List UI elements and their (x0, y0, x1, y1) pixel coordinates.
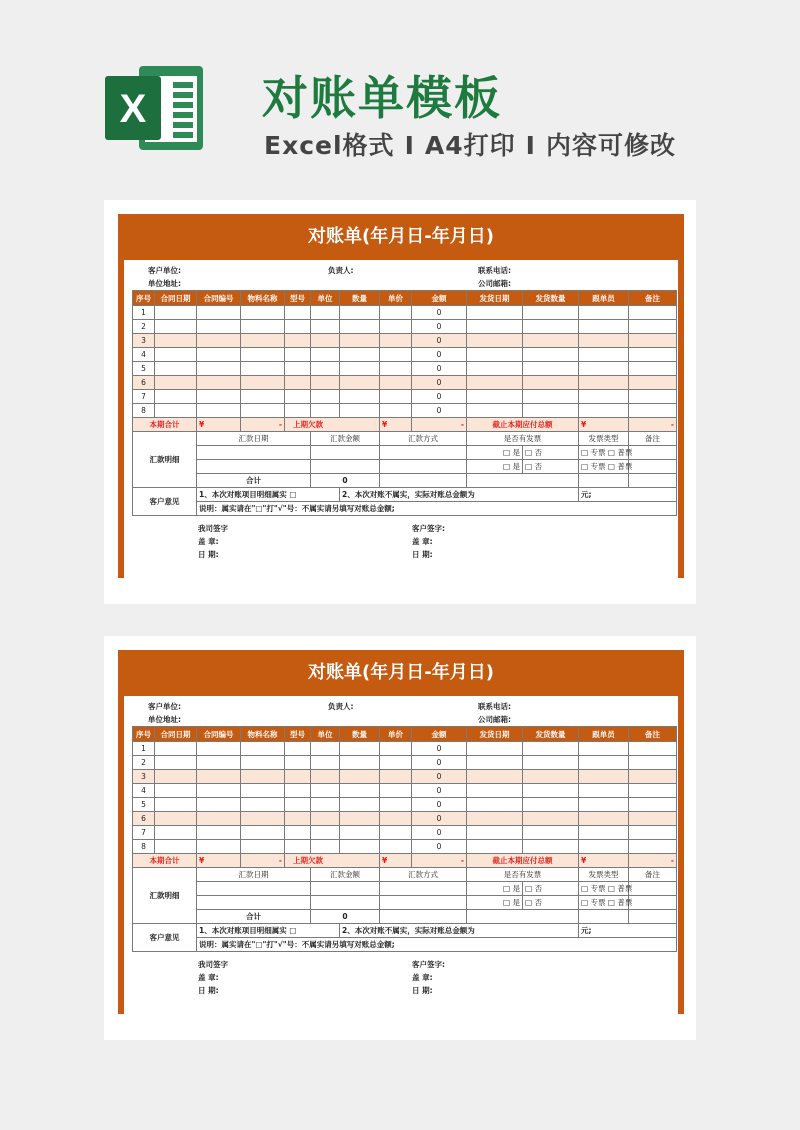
special-invoice-checkbox[interactable]: □ 专票 (581, 898, 606, 907)
table-row (133, 770, 677, 784)
special-invoice-checkbox[interactable]: □ 专票 (581, 884, 606, 893)
opinion-label: 客户意见 (133, 488, 197, 516)
invoice-no-checkbox[interactable]: □ 否 (523, 896, 579, 910)
subtitle-editable: 内容可修改 (545, 131, 676, 160)
totals-row (133, 418, 677, 432)
unit-address-label: 单位地址: (148, 279, 181, 288)
opinion-true-checkbox[interactable]: 1、本次对账项目明细属实 □ (197, 924, 340, 938)
stamp-label: 盖 章: (412, 973, 433, 982)
row-amount: 0 (412, 742, 467, 756)
col-header: 型号 (285, 291, 311, 306)
row-number: 1 (133, 306, 155, 320)
remit-header: 汇款方式 (380, 432, 467, 446)
row-number: 7 (133, 390, 155, 404)
total-due-value: - (629, 854, 677, 868)
sheet-preview-2 (104, 636, 696, 1040)
remit-row (133, 460, 677, 474)
row-amount: 0 (412, 390, 467, 404)
opinion-row (133, 488, 677, 502)
col-header: 数量 (340, 727, 380, 742)
opinion-untrue-text: 2、本次对账不属实，实际对账总金额为 (340, 488, 579, 502)
stamp-label: 盖 章: (198, 973, 219, 982)
remit-header: 发票类型 (579, 432, 629, 446)
table-header-row (133, 727, 677, 742)
remit-sum-label: 合计 (197, 910, 311, 924)
row-number: 6 (133, 376, 155, 390)
row-amount: 0 (412, 334, 467, 348)
sheet-title: 对账单(年月日-年月日) (308, 662, 494, 683)
contact-phone-label: 联系电话: (478, 266, 511, 275)
opinion-note-row (133, 502, 677, 516)
subtitle-format: Excel格式 (264, 131, 395, 160)
invoice-no-checkbox[interactable]: □ 否 (523, 446, 579, 460)
row-amount: 0 (412, 812, 467, 826)
col-header: 发货数量 (523, 727, 579, 742)
col-header: 单位 (311, 291, 340, 306)
signature-area (132, 958, 670, 1010)
invoice-yes-checkbox[interactable]: □ 是 (467, 446, 523, 460)
remit-header-row (133, 432, 677, 446)
table-row (133, 306, 677, 320)
col-header: 发货数量 (523, 291, 579, 306)
invoice-yes-checkbox[interactable]: □ 是 (467, 460, 523, 474)
previous-debt-value: - (412, 854, 467, 868)
previous-debt-value: - (412, 418, 467, 432)
col-header: 物料名称 (241, 291, 285, 306)
subtitle-print: A4打印 (424, 131, 516, 160)
table-header-row (133, 291, 677, 306)
table-row (133, 812, 677, 826)
current-total-value: - (241, 854, 285, 868)
invoice-no-checkbox[interactable]: □ 否 (523, 460, 579, 474)
stamp-label: 盖 章: (198, 537, 219, 546)
col-header: 序号 (133, 291, 155, 306)
normal-invoice-checkbox[interactable]: □ 普票 (607, 898, 633, 907)
company-email-label: 公司邮箱: (478, 279, 511, 288)
col-header: 金额 (412, 291, 467, 306)
remit-header: 汇款方式 (380, 868, 467, 882)
customer-unit-label: 客户单位: (148, 702, 181, 711)
remit-sum-row (133, 474, 677, 488)
row-number: 5 (133, 362, 155, 376)
row-amount: 0 (412, 404, 467, 418)
subtitle-separator: I (404, 131, 415, 160)
table-row (133, 320, 677, 334)
total-due-label: 截止本期应付总额 (467, 854, 579, 868)
col-header: 跟单员 (579, 727, 629, 742)
remit-sum-value: 0 (311, 910, 380, 924)
normal-invoice-checkbox[interactable]: □ 普票 (607, 462, 633, 471)
yen-sign: ¥ (197, 418, 241, 432)
our-signature-label: 我司签字 (198, 960, 228, 969)
remit-header: 是否有发票 (467, 868, 579, 882)
table-row (133, 376, 677, 390)
company-email-label: 公司邮箱: (478, 715, 511, 724)
remit-header: 汇款日期 (197, 432, 311, 446)
yen-sign: ¥ (579, 854, 629, 868)
row-amount: 0 (412, 770, 467, 784)
row-amount: 0 (412, 784, 467, 798)
date-label: 日 期: (198, 986, 219, 995)
opinion-note: 说明：属实请在"□"打"√"号：不属实请另填写对账总金额; (197, 502, 677, 516)
current-total-value: - (241, 418, 285, 432)
col-header: 合同日期 (155, 291, 197, 306)
customer-signature-label: 客户签字: (412, 524, 445, 533)
col-header: 序号 (133, 727, 155, 742)
person-in-charge-label: 负责人: (328, 266, 354, 275)
page-header (0, 0, 800, 200)
opinion-note: 说明：属实请在"□"打"√"号：不属实请另填写对账总金额; (197, 938, 677, 952)
row-number: 4 (133, 348, 155, 362)
opinion-unit: 元; (579, 924, 677, 938)
opinion-untrue-text: 2、本次对账不属实，实际对账总金额为 (340, 924, 579, 938)
customer-signature-label: 客户签字: (412, 960, 445, 969)
invoice-no-checkbox[interactable]: □ 否 (523, 882, 579, 896)
normal-invoice-checkbox[interactable]: □ 普票 (607, 448, 633, 457)
table-row (133, 756, 677, 770)
col-header: 合同日期 (155, 727, 197, 742)
remit-header-row (133, 868, 677, 882)
date-label: 日 期: (198, 550, 219, 559)
row-number: 2 (133, 320, 155, 334)
page-subtitle (264, 126, 676, 162)
row-number: 6 (133, 812, 155, 826)
col-header: 备注 (629, 291, 677, 306)
svg-text:X: X (119, 87, 147, 131)
col-header: 物料名称 (241, 727, 285, 742)
remit-row (133, 446, 677, 460)
sheet-title: 对账单(年月日-年月日) (308, 226, 494, 247)
opinion-row (133, 924, 677, 938)
remit-label: 汇款明细 (133, 432, 197, 488)
remit-row (133, 882, 677, 896)
invoice-yes-checkbox[interactable]: □ 是 (467, 882, 523, 896)
invoice-type-options (579, 446, 633, 460)
table-row (133, 334, 677, 348)
row-number: 2 (133, 756, 155, 770)
invoice-type-options (579, 460, 633, 474)
row-number: 8 (133, 404, 155, 418)
remit-header: 是否有发票 (467, 432, 579, 446)
sheet-preview-1 (104, 200, 696, 604)
row-amount: 0 (412, 798, 467, 812)
current-total-label: 本期合计 (133, 418, 197, 432)
person-in-charge-label: 负责人: (328, 702, 354, 711)
opinion-label: 客户意见 (133, 924, 197, 952)
customer-unit-label: 客户单位: (148, 266, 181, 275)
table-row (133, 404, 677, 418)
table-row (133, 362, 677, 376)
opinion-unit: 元; (579, 488, 677, 502)
remit-header: 备注 (629, 432, 677, 446)
our-signature-label: 我司签字 (198, 524, 228, 533)
col-header: 单价 (380, 727, 412, 742)
remit-sum-label: 合计 (197, 474, 311, 488)
col-header: 单价 (380, 291, 412, 306)
col-header: 型号 (285, 727, 311, 742)
yen-sign: ¥ (197, 854, 241, 868)
row-number: 7 (133, 826, 155, 840)
remit-header: 发票类型 (579, 868, 629, 882)
remit-label: 汇款明细 (133, 868, 197, 924)
row-number: 1 (133, 742, 155, 756)
col-header: 数量 (340, 291, 380, 306)
special-invoice-checkbox[interactable]: □ 专票 (581, 448, 606, 457)
date-label: 日 期: (412, 986, 433, 995)
table-row (133, 348, 677, 362)
invoice-type-options (579, 896, 633, 910)
remit-header: 备注 (629, 868, 677, 882)
row-number: 4 (133, 784, 155, 798)
row-amount: 0 (412, 840, 467, 854)
table-row (133, 390, 677, 404)
remit-sum-row (133, 910, 677, 924)
row-number: 5 (133, 798, 155, 812)
col-header: 发货日期 (467, 291, 523, 306)
previous-debt-label: 上期欠款 (285, 418, 380, 432)
statement-table (132, 290, 677, 516)
remit-header: 汇款日期 (197, 868, 311, 882)
excel-logo-icon (103, 62, 207, 154)
row-amount: 0 (412, 362, 467, 376)
unit-address-label: 单位地址: (148, 715, 181, 724)
row-amount: 0 (412, 306, 467, 320)
remit-row (133, 896, 677, 910)
signature-area (132, 522, 670, 574)
table-row (133, 742, 677, 756)
remit-header: 汇款金额 (311, 868, 380, 882)
statement-table (132, 726, 677, 952)
date-label: 日 期: (412, 550, 433, 559)
remit-header: 汇款金额 (311, 432, 380, 446)
totals-row (133, 854, 677, 868)
current-total-label: 本期合计 (133, 854, 197, 868)
row-number: 3 (133, 770, 155, 784)
remit-sum-value: 0 (311, 474, 380, 488)
invoice-yes-checkbox[interactable]: □ 是 (467, 896, 523, 910)
col-header: 跟单员 (579, 291, 629, 306)
yen-sign: ¥ (579, 418, 629, 432)
page-title: 对账单模板 (262, 71, 502, 125)
total-due-value: - (629, 418, 677, 432)
row-amount: 0 (412, 756, 467, 770)
col-header: 单位 (311, 727, 340, 742)
table-row (133, 798, 677, 812)
normal-invoice-checkbox[interactable]: □ 普票 (607, 884, 633, 893)
col-header: 发货日期 (467, 727, 523, 742)
yen-sign: ¥ (380, 418, 412, 432)
special-invoice-checkbox[interactable]: □ 专票 (581, 462, 606, 471)
col-header: 金额 (412, 727, 467, 742)
col-header: 合同编号 (197, 291, 241, 306)
table-row (133, 826, 677, 840)
yen-sign: ¥ (380, 854, 412, 868)
row-number: 3 (133, 334, 155, 348)
col-header: 合同编号 (197, 727, 241, 742)
stamp-label: 盖 章: (412, 537, 433, 546)
col-header: 备注 (629, 727, 677, 742)
invoice-type-options (579, 882, 633, 896)
row-number: 8 (133, 840, 155, 854)
subtitle-separator: I (525, 131, 536, 160)
previous-debt-label: 上期欠款 (285, 854, 380, 868)
row-amount: 0 (412, 320, 467, 334)
statement-sheet (118, 650, 684, 1014)
opinion-true-checkbox[interactable]: 1、本次对账项目明细属实 □ (197, 488, 340, 502)
statement-sheet (118, 214, 684, 578)
row-amount: 0 (412, 348, 467, 362)
total-due-label: 截止本期应付总额 (467, 418, 579, 432)
contact-phone-label: 联系电话: (478, 702, 511, 711)
table-row (133, 840, 677, 854)
table-row (133, 784, 677, 798)
opinion-note-row (133, 938, 677, 952)
row-amount: 0 (412, 826, 467, 840)
row-amount: 0 (412, 376, 467, 390)
